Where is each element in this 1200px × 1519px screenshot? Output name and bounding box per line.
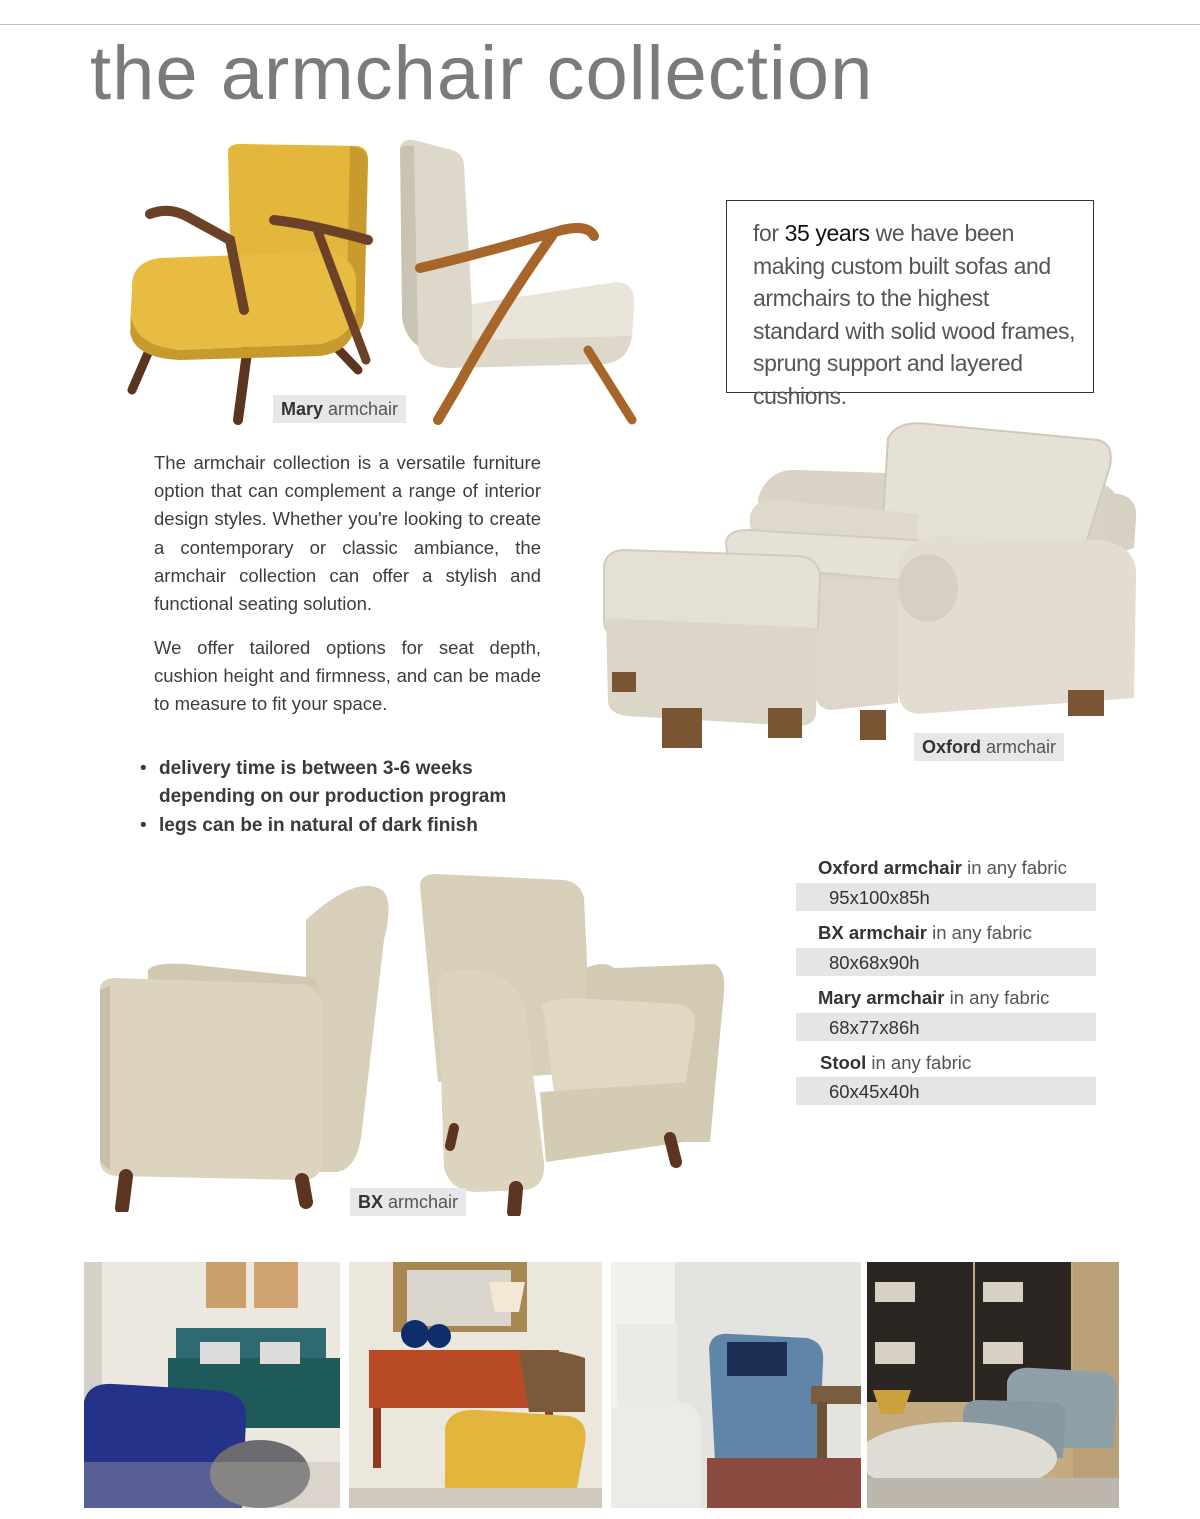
oxford-label-suffix: armchair (981, 737, 1057, 757)
bullet-icon: • (140, 814, 147, 836)
bx-armchair-front-image (414, 872, 730, 1216)
bx-armchair-label (350, 1188, 466, 1216)
mary-armchair-label (273, 395, 406, 423)
spec-title: Stool (820, 1052, 867, 1073)
intro-paragraph: The armchair collection is a versatile furniture option that can complement a range of interior design styles. Whether you're looking to create a contemporary or classic ambiance, the armchair collection can offer a stylish and functional seating solution. (154, 452, 541, 615)
oxford-armchair-image (598, 418, 1143, 750)
spec-name-oxford (818, 857, 1067, 879)
spec-dims-bx: 80x68x90h (796, 948, 1096, 976)
mary-label-name: Mary (281, 399, 324, 419)
spec-title: Oxford armchair (818, 857, 962, 878)
spec-suffix: in any fabric (944, 987, 1050, 1008)
bx-label-suffix: armchair (383, 1192, 459, 1212)
bedroom-photo (84, 1262, 340, 1508)
mary-label-suffix: armchair (323, 399, 399, 419)
living-room-photo (611, 1262, 861, 1508)
spec-dims-mary: 68x77x86h (796, 1013, 1096, 1041)
feature-list (138, 755, 568, 840)
spec-suffix: in any fabric (866, 1052, 972, 1073)
spec-dims-stool: 60x45x40h (796, 1077, 1096, 1105)
top-rule (0, 24, 1200, 25)
spec-title: BX armchair (818, 922, 927, 943)
hallway-photo (349, 1262, 602, 1508)
spec-dims-oxford: 95x100x85h (796, 883, 1096, 911)
options-paragraph: We offer tailored options for seat depth, cushion height and firmness, and can be made to measure to fit your space. (154, 637, 541, 715)
quote-highlight: 35 years (784, 220, 870, 246)
bx-armchair-side-image (96, 880, 392, 1212)
spec-suffix: in any fabric (927, 922, 1032, 943)
bx-label-name: BX (358, 1192, 384, 1212)
oxford-armchair-label (914, 733, 1064, 761)
spec-suffix: in any fabric (961, 857, 1067, 878)
quote-box (726, 200, 1094, 409)
spec-name-bx (818, 922, 1032, 944)
spec-name-mary (818, 987, 1049, 1009)
quote-prefix: for (753, 220, 785, 246)
oxford-label-name: Oxford (922, 737, 982, 757)
mary-armchair-side-image (392, 136, 642, 426)
spec-name-stool (820, 1052, 971, 1074)
dining-room-photo (867, 1262, 1119, 1508)
feature-item (138, 755, 568, 812)
quote-text: we have been making custom built sofas and armchairs to the highest standard with solid wood frames, sprung support and layered cushions. (753, 220, 1076, 409)
mary-armchair-front-image (120, 140, 380, 430)
bullet-icon: • (140, 758, 147, 779)
feature-text: delivery time is between 3-6 weeks depending on our production program (159, 758, 507, 808)
feature-item (138, 812, 568, 840)
spec-title: Mary armchair (818, 987, 945, 1008)
page-title: the armchair collection (90, 31, 874, 116)
feature-text: legs can be in natural of dark finish (159, 814, 478, 836)
